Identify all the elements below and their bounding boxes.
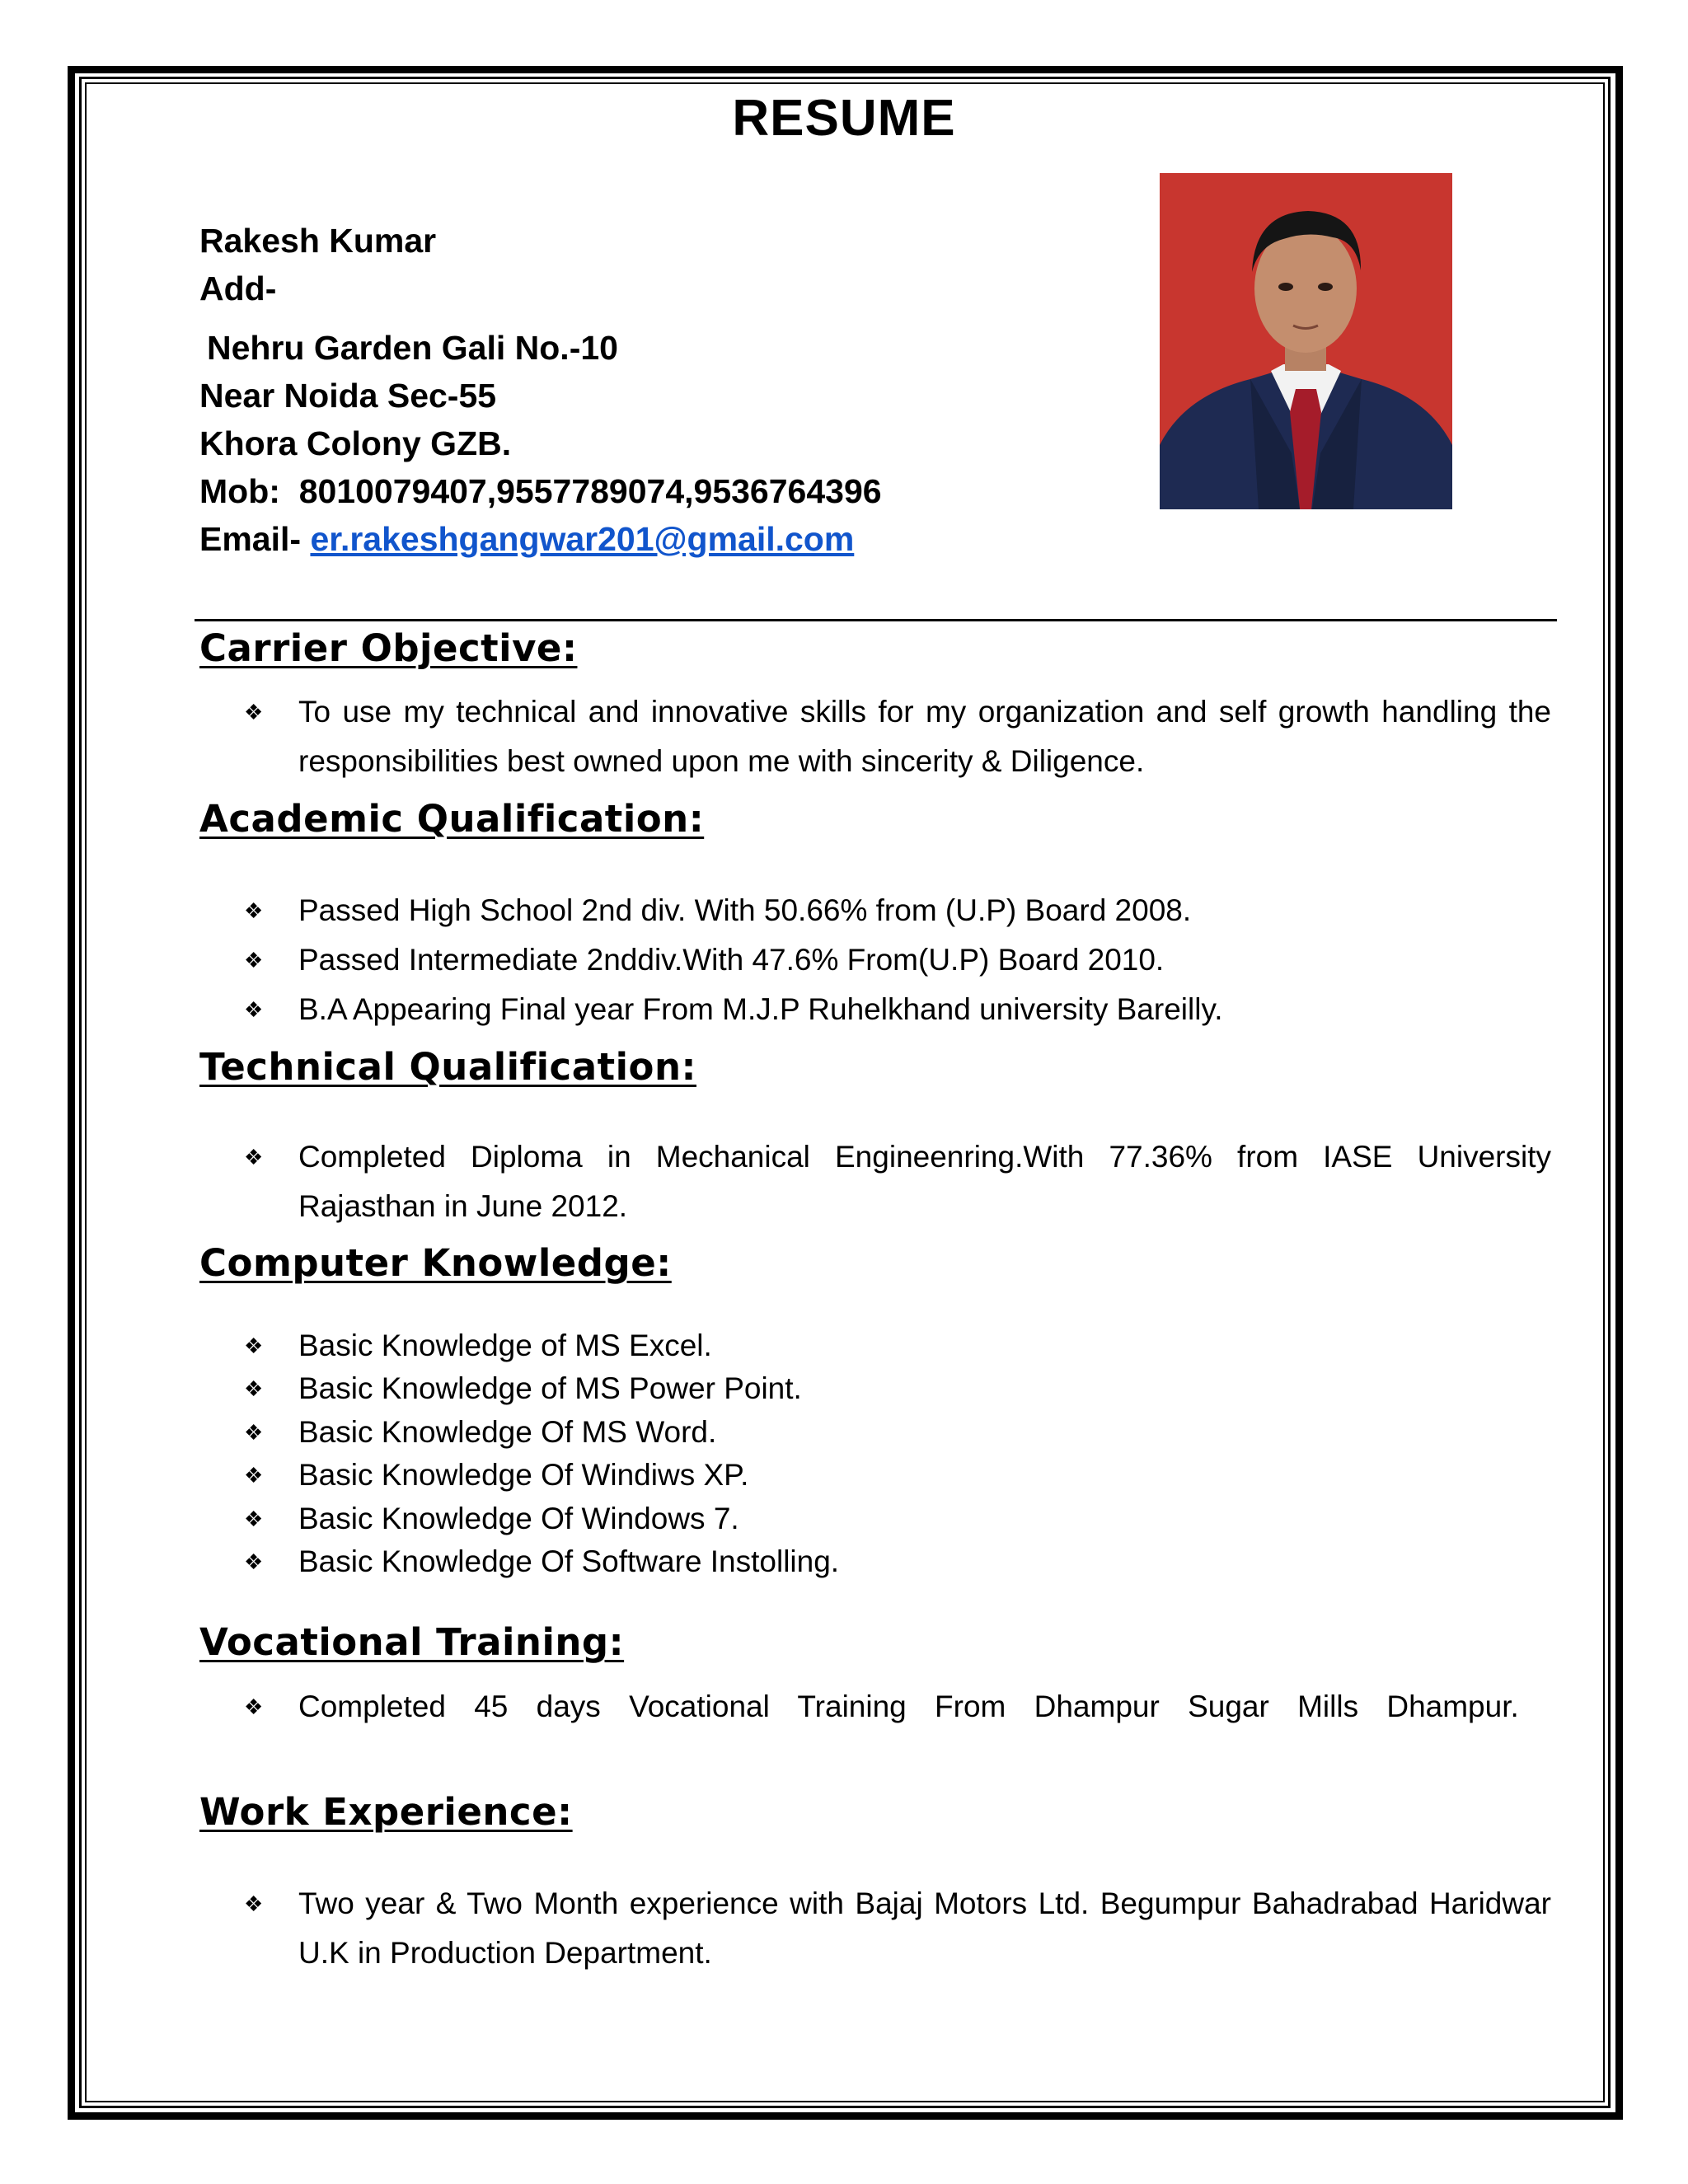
vocational-item: Completed 45 days Vocational Training From Dhampur Sugar Mills Dhampur. (298, 1690, 1519, 1723)
computer-item-5: Basic Knowledge Of Windows 7. (298, 1502, 739, 1535)
diamond-bullet-icon: ❖ (244, 1376, 264, 1401)
address-line-3: Khora Colony GZB. (199, 424, 512, 462)
profile-photo-illustration (1160, 173, 1452, 509)
computer-item-1: Basic Knowledge of MS Excel. (298, 1329, 712, 1362)
diamond-bullet-icon: ❖ (244, 1145, 264, 1169)
technical-heading: Technical Qualification: (199, 1045, 696, 1089)
diamond-bullet-icon: ❖ (244, 898, 264, 923)
diamond-bullet-icon: ❖ (244, 1507, 264, 1531)
email-row (199, 515, 882, 563)
address-label: Add- (199, 269, 277, 307)
computer-item-2: Basic Knowledge of MS Power Point. (298, 1371, 802, 1405)
profile-photo (1160, 173, 1452, 509)
diamond-bullet-icon: ❖ (244, 1549, 264, 1574)
diamond-bullet-icon: ❖ (244, 1891, 264, 1916)
diamond-bullet-icon: ❖ (244, 1333, 264, 1358)
diamond-bullet-icon: ❖ (244, 1420, 264, 1445)
email-link[interactable]: er.rakeshgangwar201@gmail.com (310, 520, 855, 558)
work-item: Two year & Two Month experience with Bajaj Motors Ltd. Begumpur Bahadrabad Haridwar U.K in Production Department. (298, 1886, 1551, 1970)
mobile-numbers: 8010079407,9557789074,9536764396 (298, 472, 882, 510)
objective-item: To use my technical and innovative skills for my organization and self growth handling the responsibilities best owned upon me with sincerity & Diligence. (298, 695, 1551, 778)
diamond-bullet-icon: ❖ (244, 948, 264, 972)
diamond-bullet-icon: ❖ (244, 1463, 264, 1488)
mobile-row (199, 467, 882, 515)
academic-item-1: Passed High School 2nd div. With 50.66% from (U.P) Board 2008. (298, 893, 1192, 927)
computer-item-6: Basic Knowledge Of Software Instolling. (298, 1544, 840, 1578)
work-heading: Work Experience: (199, 1790, 573, 1834)
technical-item: Completed Diploma in Mechanical Engineenring.With 77.36% from IASE University Rajasthan in June 2012. (298, 1140, 1551, 1223)
objective-heading: Carrier Objective: (199, 626, 578, 670)
academic-item-3: B.A Appearing Final year From M.J.P Ruhelkhand university Bareilly. (298, 992, 1223, 1026)
diamond-bullet-icon: ❖ (244, 700, 264, 724)
academic-heading: Academic Qualification: (199, 797, 705, 841)
mobile-label: Mob: (199, 472, 280, 510)
academic-item-2: Passed Intermediate 2nddiv.With 47.6% From(U.P) Board 2010. (298, 943, 1165, 977)
candidate-name: Rakesh Kumar (199, 222, 437, 260)
diamond-bullet-icon: ❖ (244, 1694, 264, 1719)
address-line-2: Near Noida Sec-55 (199, 377, 497, 415)
vocational-heading: Vocational Training: (199, 1620, 625, 1664)
computer-item-4: Basic Knowledge Of Windiws XP. (298, 1458, 749, 1492)
computer-heading: Computer Knowledge: (199, 1241, 672, 1285)
resume-title: RESUME (732, 90, 956, 147)
address-line-1: Nehru Garden Gali No.-10 (207, 329, 618, 367)
contact-block (199, 217, 882, 563)
email-label: Email- (199, 520, 302, 558)
header-divider (195, 619, 1557, 621)
computer-item-3: Basic Knowledge Of MS Word. (298, 1415, 717, 1449)
diamond-bullet-icon: ❖ (244, 997, 264, 1022)
